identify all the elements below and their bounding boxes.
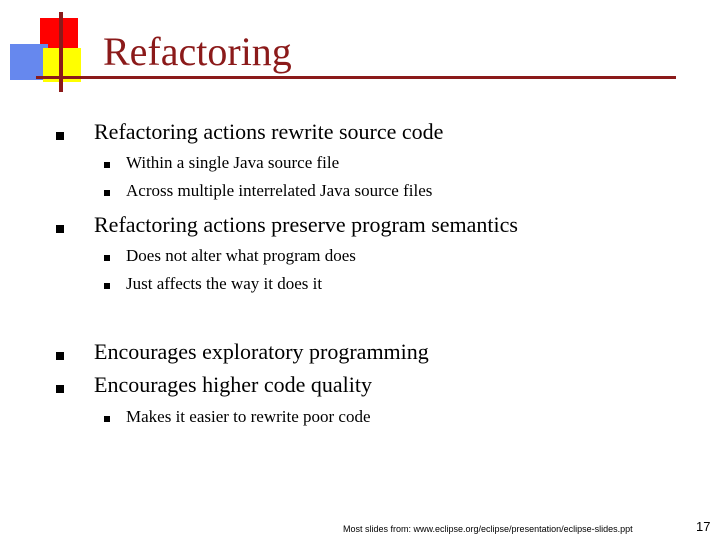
slide-footer: Most slides from: www.eclipse.org/eclipse/presentation/eclipse-slides.ppt bbox=[343, 524, 633, 534]
page-number: 17 bbox=[696, 519, 711, 534]
sub-bullet-marker bbox=[104, 283, 110, 289]
title-underline bbox=[36, 76, 676, 79]
bullet-marker bbox=[56, 225, 64, 233]
sub-bullet-marker bbox=[104, 255, 110, 261]
bullet-marker bbox=[56, 385, 64, 393]
bullet-text: Refactoring actions preserve program semantics bbox=[94, 212, 518, 237]
sub-bullet-text: Across multiple interrelated Java source files bbox=[126, 181, 433, 200]
sub-bullet-marker bbox=[104, 416, 110, 422]
bullet-text: Encourages higher code quality bbox=[94, 372, 372, 397]
bullet-marker bbox=[56, 132, 64, 140]
sub-bullet-text: Makes it easier to rewrite poor code bbox=[126, 407, 371, 426]
decor-vertical-rule bbox=[59, 12, 63, 92]
sub-bullet-text: Just affects the way it does it bbox=[126, 274, 323, 293]
bullet-text: Refactoring actions rewrite source code bbox=[94, 119, 444, 144]
bullet-marker bbox=[56, 352, 64, 360]
sub-bullet-text: Does not alter what program does bbox=[126, 246, 356, 265]
sub-bullet-marker bbox=[104, 190, 110, 196]
sub-bullet-marker bbox=[104, 162, 110, 168]
sub-bullet-text: Within a single Java source file bbox=[126, 153, 340, 172]
slide-title: Refactoring bbox=[103, 29, 292, 74]
bullet-text: Encourages exploratory programming bbox=[94, 339, 429, 364]
